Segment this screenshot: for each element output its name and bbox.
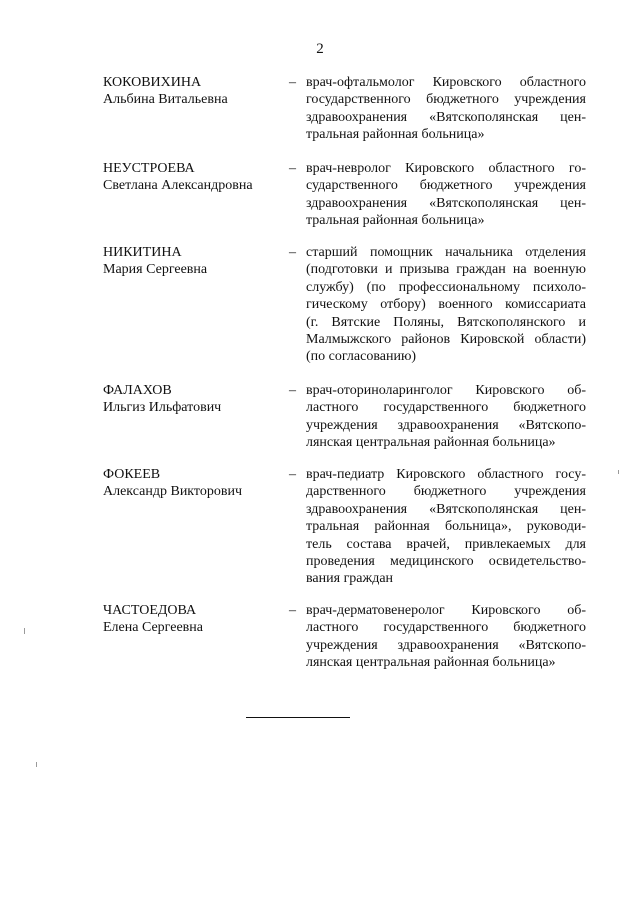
member-entry — [0, 244, 640, 382]
dash-separator: – — [289, 603, 296, 618]
position-line: врач-дерматовенеролог Кировского об- — [306, 603, 586, 618]
member-name — [103, 382, 283, 417]
member-position — [306, 602, 586, 672]
dash-separator: – — [289, 467, 296, 482]
position-line: тральная районная больница», руководи- — [306, 519, 586, 535]
position-line: здравоохранения «Вятскополянская цен- — [306, 195, 586, 211]
member-given-name: Ильгиз Ильфатович — [103, 400, 222, 416]
dash-separator: – — [289, 245, 296, 260]
position-line: дарственного бюджетного учреждения — [306, 484, 586, 500]
scan-speck — [36, 762, 37, 767]
dash-separator: – — [289, 75, 296, 90]
position-line: тральная районная больница» — [306, 127, 485, 143]
member-entry — [0, 466, 640, 602]
position-line: учреждения здравоохранения «Вятскопо- — [306, 637, 586, 653]
member-name — [103, 244, 283, 279]
position-line: врач-невролог Кировского областного го- — [306, 161, 586, 176]
position-line: государственного бюджетного учреждения — [306, 92, 586, 108]
member-entry — [0, 382, 640, 466]
member-list — [0, 74, 640, 688]
member-surname: КОКОВИХИНА — [103, 75, 202, 90]
member-name — [103, 74, 283, 109]
member-position — [306, 74, 586, 144]
member-name — [103, 160, 283, 195]
member-position — [306, 466, 586, 588]
position-line: ластного государственного бюджетного — [306, 400, 586, 416]
position-line: лянская центральная районная больница» — [306, 435, 556, 451]
position-line: (г. Вятские Поляны, Вятскополянского и — [306, 314, 586, 330]
position-line: тральная районная больница» — [306, 213, 485, 229]
position-line: вания граждан — [306, 571, 394, 587]
member-given-name: Альбина Витальевна — [103, 92, 228, 108]
position-line: учреждения здравоохранения «Вятскопо- — [306, 417, 586, 433]
member-given-name: Елена Сергеевна — [103, 620, 203, 636]
scan-speck — [618, 470, 619, 474]
member-surname: НИКИТИНА — [103, 245, 182, 260]
dash-separator: – — [289, 383, 296, 398]
position-line: гическому отбору) военного комиссариата — [306, 297, 586, 313]
member-position — [306, 382, 586, 452]
position-line: врач-оториноларинголог Кировского об- — [306, 383, 586, 398]
member-surname: НЕУСТРОЕВА — [103, 161, 195, 176]
position-line: тель состава врачей, привлекаемых для — [306, 536, 586, 552]
member-surname: ЧАСТОЕДОВА — [103, 603, 197, 618]
closing-rule — [246, 717, 350, 718]
member-entry — [0, 160, 640, 244]
member-given-name: Александр Викторович — [103, 484, 243, 500]
position-line: старший помощник начальника отделения — [306, 245, 586, 260]
member-position — [306, 160, 586, 230]
member-entry — [0, 74, 640, 160]
scan-speck — [24, 628, 25, 634]
position-line: проведения медицинского освидетельство- — [306, 554, 586, 570]
member-name — [103, 602, 283, 637]
member-entry — [0, 602, 640, 688]
position-line: ластного государственного бюджетного — [306, 620, 586, 636]
position-line: врач-офтальмолог Кировского областного — [306, 75, 586, 90]
member-name — [103, 466, 283, 501]
position-line: (подготовки и призыва граждан на военную — [306, 262, 586, 278]
member-surname: ФАЛАХОВ — [103, 383, 172, 398]
position-line: Малмыжского районов Кировской области) — [306, 332, 586, 348]
member-position — [306, 244, 586, 366]
member-given-name: Светлана Александровна — [103, 178, 253, 194]
position-line: здравоохранения «Вятскополянская цен- — [306, 109, 586, 125]
position-line: здравоохранения «Вятскополянская цен- — [306, 501, 586, 517]
position-line: врач-педиатр Кировского областного госу- — [306, 467, 586, 482]
member-surname: ФОКЕЕВ — [103, 467, 161, 482]
position-line: лянская центральная районная больница» — [306, 655, 556, 671]
position-line: (по согласованию) — [306, 349, 417, 365]
member-given-name: Мария Сергеевна — [103, 262, 208, 278]
position-line: сударственного бюджетного учреждения — [306, 178, 586, 194]
page-number: 2 — [316, 41, 324, 57]
dash-separator: – — [289, 161, 296, 176]
position-line: службу) (по профессиональному психоло- — [306, 279, 586, 295]
